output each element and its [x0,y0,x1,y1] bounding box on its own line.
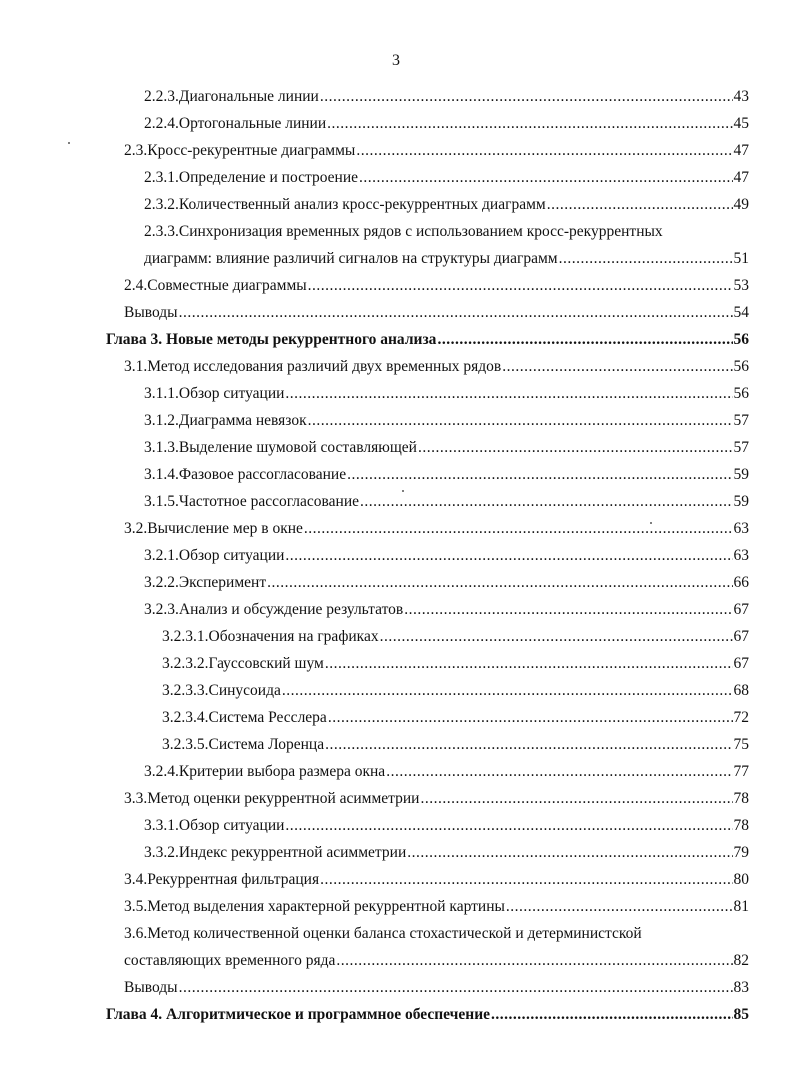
dot-leader [404,599,732,621]
toc-entry[interactable] [144,248,749,270]
toc-entry[interactable] [162,707,749,729]
toc-entry-title: 2.2.3.Диагональные линии [144,88,319,105]
toc-entry-title: 3.3.Метод оценки рекуррентной асимметрии [124,790,420,807]
toc-entry-title: 3.2.4.Критерии выбора размера окна [144,763,386,780]
dot-leader [325,653,733,675]
dot-leader [285,545,732,567]
toc-entry-page: 81 [733,898,749,915]
toc-entry-page: 51 [733,250,749,267]
toc-entry-page: 75 [733,736,749,753]
toc-entry-page: 78 [733,790,749,807]
toc-entry-title: 3.4.Рекуррентная фильтрация [124,871,320,888]
toc-entry[interactable] [144,815,749,837]
toc-entry[interactable] [124,788,749,810]
dot-leader [327,113,732,135]
toc-entry-page: 80 [733,871,749,888]
dot-leader [547,194,733,216]
toc-entry-page: 47 [733,169,749,186]
dot-leader [267,572,732,594]
toc-entry-title: составляющих временного ряда [124,952,336,969]
toc-entry-page: 63 [733,547,749,564]
toc-entry-page: 56 [733,331,749,348]
toc-entry[interactable] [124,896,749,918]
toc-entry[interactable] [124,140,749,162]
toc-entry-title: 2.3.2.Количественный анализ кросс-рекуррентных диаграмм [144,196,546,213]
dot-leader [325,734,732,756]
dot-leader [308,275,733,297]
toc-entry-page: 56 [733,358,749,375]
dot-leader [420,788,732,810]
dot-leader [359,167,733,189]
toc-entry-page: 82 [733,952,749,969]
toc-entry-title-line1[interactable]: 2.3.3.Синхронизация временных рядов с использованием кросс-рекуррентных [144,223,663,240]
toc-entry-page: 67 [733,628,749,645]
toc-entry-page: 63 [733,520,749,537]
dot-leader [285,815,732,837]
toc-entry-page: 79 [733,844,749,861]
dot-leader [418,437,733,459]
toc-entry-page: 77 [733,763,749,780]
toc-entry-page: 67 [733,655,749,672]
toc-entry-page: 43 [733,88,749,105]
dot-leader [506,896,733,918]
toc-entry-title: 3.1.4.Фазовое рассогласование [144,466,347,483]
toc-entry-title: 3.2.Вычисление мер в окне [124,520,303,537]
toc-entry-title: 3.2.2.Эксперимент [144,574,267,591]
toc-entry-page: 85 [733,1006,749,1023]
toc-entry-title: 3.1.5.Частотное рассогласование [144,493,360,510]
toc-entry-title: 3.2.3.3.Синусоида [162,682,281,699]
dot-leader [285,383,732,405]
dot-leader [407,842,732,864]
toc-entry-page: 49 [733,196,749,213]
dot-leader [179,977,733,999]
toc-entry-page: 66 [733,574,749,591]
toc-entry[interactable] [124,275,749,297]
scan-speck [650,522,652,524]
toc-entry-page: 78 [733,817,749,834]
toc-entry-page: 54 [733,304,749,321]
dot-leader [559,248,733,270]
toc-entry[interactable] [124,302,749,324]
toc-entry[interactable] [124,950,749,972]
dot-leader [282,680,733,702]
toc-entry-title: 3.2.3.2.Гауссовский шум [162,655,324,672]
dot-leader [502,356,732,378]
toc-entry-title-line1[interactable]: 3.6.Метод количественной оценки баланса стохастической и детерминистской [124,925,642,942]
toc-entry[interactable] [144,167,749,189]
toc-entry-title: 2.2.4.Ортогональные линии [144,115,327,132]
toc-entry[interactable] [162,653,749,675]
toc-entry[interactable] [124,518,749,540]
dot-leader [304,518,733,540]
dot-leader [491,1004,732,1026]
toc-entry[interactable] [144,86,749,108]
toc-entry[interactable] [144,383,749,405]
dot-leader [336,950,732,972]
toc-entry[interactable] [144,194,749,216]
toc-entry-page: 47 [733,142,749,159]
dot-leader [360,491,732,513]
dot-leader [437,329,732,351]
toc-entry[interactable] [144,761,749,783]
scan-speck [402,490,404,492]
toc-entry[interactable] [144,842,749,864]
toc-entry-page: 57 [733,439,749,456]
toc-entry-page: 45 [733,115,749,132]
dot-leader [179,302,733,324]
toc-entry[interactable] [162,680,749,702]
toc-entry[interactable] [124,977,749,999]
toc-entry-title: Глава 3. Новые методы рекуррентного анализа [106,331,437,348]
toc-entry-title: 3.5.Метод выделения характерной рекуррентной картины [124,898,505,915]
toc-entry-title: 3.1.2.Диаграмма невязок [144,412,307,429]
toc-entry-title: 3.2.3.Анализ и обсуждение результатов [144,601,404,618]
page-number: 3 [392,52,400,69]
toc-entry-title: Выводы [124,304,178,321]
toc-chapter-entry[interactable] [106,1004,749,1026]
dot-leader [380,626,733,648]
toc-entry[interactable] [144,491,749,513]
toc-entry[interactable] [124,869,749,891]
toc-entry[interactable] [144,113,749,135]
toc-entry-title: 3.3.2.Индекс рекуррентной асимметрии [144,844,407,861]
toc-entry[interactable] [144,572,749,594]
toc-entry[interactable] [124,356,749,378]
toc-entry-title: 3.1.1.Обзор ситуации [144,385,285,402]
toc-entry-title: Глава 4. Алгоритмическое и программное обеспечение [106,1006,491,1023]
toc-entry-page: 59 [733,466,749,483]
toc-entry[interactable] [162,734,749,756]
dot-leader [386,761,732,783]
toc-entry[interactable] [144,464,749,486]
toc-entry-title: 3.1.3.Выделение шумовой составляющей [144,439,417,456]
toc-entry-page: 68 [733,682,749,699]
toc-entry-title: 2.4.Совместные диаграммы [124,277,307,294]
toc-entry-title: 3.1.Метод исследования различий двух временных рядов [124,358,502,375]
toc-chapter-entry[interactable] [106,329,749,351]
toc-entry-page: 83 [733,979,749,996]
toc-entry[interactable] [144,545,749,567]
toc-entry-page: 72 [733,709,749,726]
toc-entry-title: 3.2.1.Обзор ситуации [144,547,285,564]
dot-leader [320,86,733,108]
dot-leader [328,707,733,729]
toc-entry[interactable] [144,410,749,432]
dot-leader [347,464,732,486]
toc-entry-page: 59 [733,493,749,510]
scan-speck [68,142,70,144]
toc-entry[interactable] [144,599,749,621]
toc-entry-page: 56 [733,385,749,402]
dot-leader [356,140,732,162]
toc-entry-title: диаграмм: влияние различий сигналов на структуры диаграмм [144,250,558,267]
toc-entry[interactable] [144,437,749,459]
toc-entry-title: 2.3.Кросс-рекурентные диаграммы [124,142,356,159]
toc-entry-title: 3.2.3.1.Обозначения на графиках [162,628,379,645]
toc-entry[interactable] [162,626,749,648]
toc-entry-title: 2.3.1.Определение и построение [144,169,358,186]
toc-entry-title: 3.2.3.5.Система Лоренца [162,736,325,753]
toc-entry-title: Выводы [124,979,178,996]
toc-entry-page: 57 [733,412,749,429]
toc-entry-page: 53 [733,277,749,294]
toc-entry-title: 3.3.1.Обзор ситуации [144,817,285,834]
dot-leader [320,869,732,891]
toc-entry-title: 3.2.3.4.Система Ресслера [162,709,327,726]
dot-leader [308,410,733,432]
toc-entry-page: 67 [733,601,749,618]
